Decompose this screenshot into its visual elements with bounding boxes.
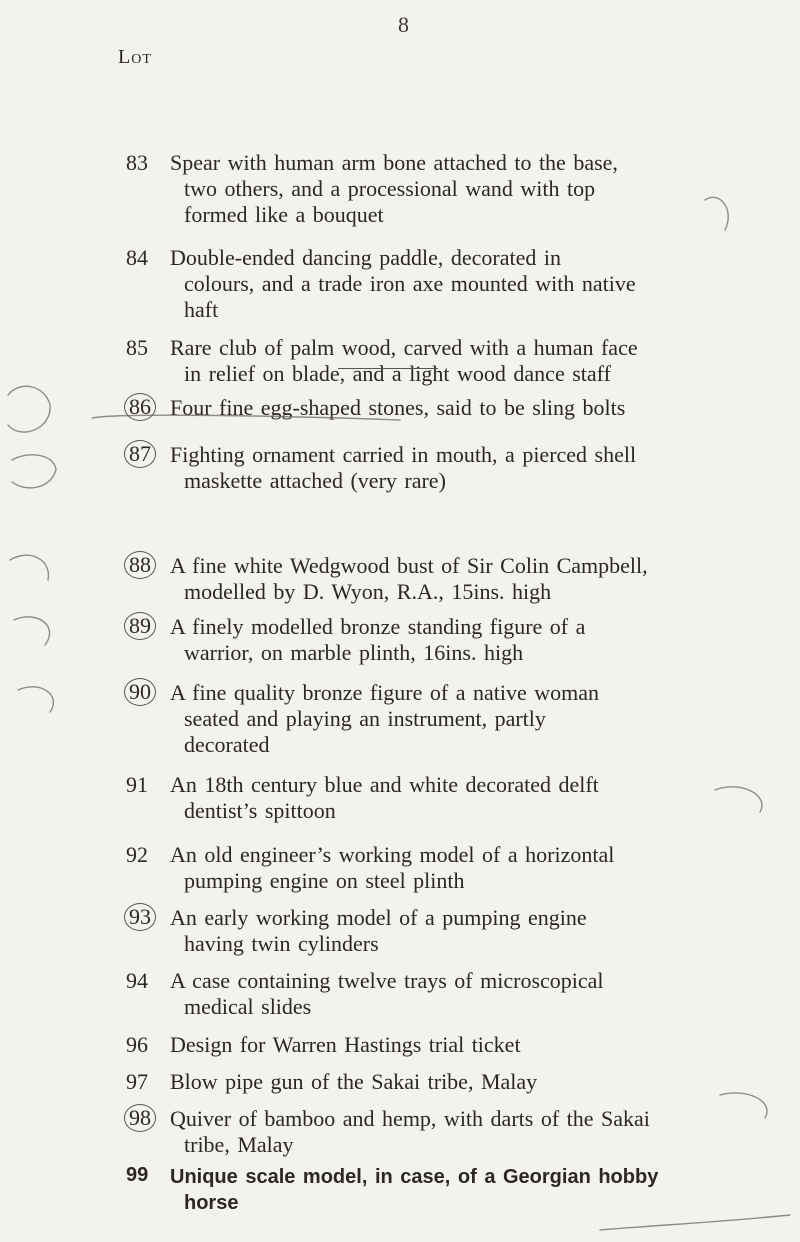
margin-scribble [14,617,50,645]
lot-number: 92 [126,842,148,867]
lot-98 [126,1106,696,1158]
lot-description: Rare club of palm wood, carved with a human face in relief on blade, and a light wood dance staff [170,335,638,386]
lot-96 [126,1032,696,1058]
lot-88 [126,553,696,605]
lot-89 [126,614,696,666]
lot-description: Blow pipe gun of the Sakai tribe, Malay [170,1069,538,1094]
lot-number: 96 [126,1032,148,1057]
lot-description: Quiver of bamboo and hemp, with darts of the Sakai tribe, Malay [170,1106,650,1157]
lot-84 [126,245,696,323]
lot-85 [126,335,696,387]
lot-number: 83 [126,150,148,175]
margin-scribble [10,555,48,580]
margin-scribble [715,787,762,812]
lot-description: Design for Warren Hastings trial ticket [170,1032,521,1057]
lot-number: 93 [124,903,156,931]
lot-94 [126,968,696,1020]
lot-number: 98 [124,1104,156,1132]
lot-description: An old engineer’s working model of a horizontal pumping engine on steel plinth [170,842,615,893]
lot-number: 99 [126,1164,149,1186]
lot-description: An 18th century blue and white decorated delft dentist’s spittoon [170,772,599,823]
margin-scribble [600,1215,790,1230]
lot-description: Double-ended dancing paddle, decorated in colours, and a trade iron axe mounted with native haft [170,245,636,322]
divider-rule [338,368,438,369]
margin-scribble [8,386,50,432]
lot-number: 90 [124,678,156,706]
margin-scribble [12,455,56,488]
lot-column-header: Lot [118,46,152,68]
lot-number: 85 [126,335,148,360]
lot-number: 94 [126,968,148,993]
lot-description: Spear with human arm bone attached to the base, two others, and a processional wand with top formed like a bouquet [170,150,618,227]
lot-93 [126,905,696,957]
margin-scribble [705,197,728,230]
lot-description: A fine white Wedgwood bust of Sir Colin Campbell, modelled by D. Wyon, R.A., 15ins. high [170,553,648,604]
lot-number: 91 [126,772,148,797]
lot-description: A finely modelled bronze standing figure of a warrior, on marble plinth, 16ins. high [170,614,586,665]
lot-91 [126,772,696,824]
lot-number: 89 [124,612,156,640]
lot-description: Unique scale model, in case, of a Georgian hobby horse [170,1166,659,1214]
lot-description: Four fine egg-shaped stones, said to be sling bolts [170,395,626,420]
lot-description: Fighting ornament carried in mouth, a pierced shell maskette attached (very rare) [170,442,637,493]
lot-92 [126,842,696,894]
lot-number: 97 [126,1069,148,1094]
lot-description: A case containing twelve trays of microscopical medical slides [170,968,604,1019]
lot-83 [126,150,696,228]
lot-86 [126,395,696,421]
lot-number: 86 [124,393,156,421]
lot-number: 84 [126,245,148,270]
lot-90 [126,680,696,758]
lot-description: An early working model of a pumping engine having twin cylinders [170,905,587,956]
page-number: 8 [398,12,409,37]
lot-number: 87 [124,440,156,468]
margin-scribble [18,687,53,712]
lot-description: A fine quality bronze figure of a native woman seated and playing an instrument, partly decorated [170,680,599,757]
lot-99 [126,1164,696,1216]
margin-scribble [720,1093,767,1118]
lot-87 [126,442,696,494]
lot-number: 88 [124,551,156,579]
lot-97 [126,1069,696,1095]
